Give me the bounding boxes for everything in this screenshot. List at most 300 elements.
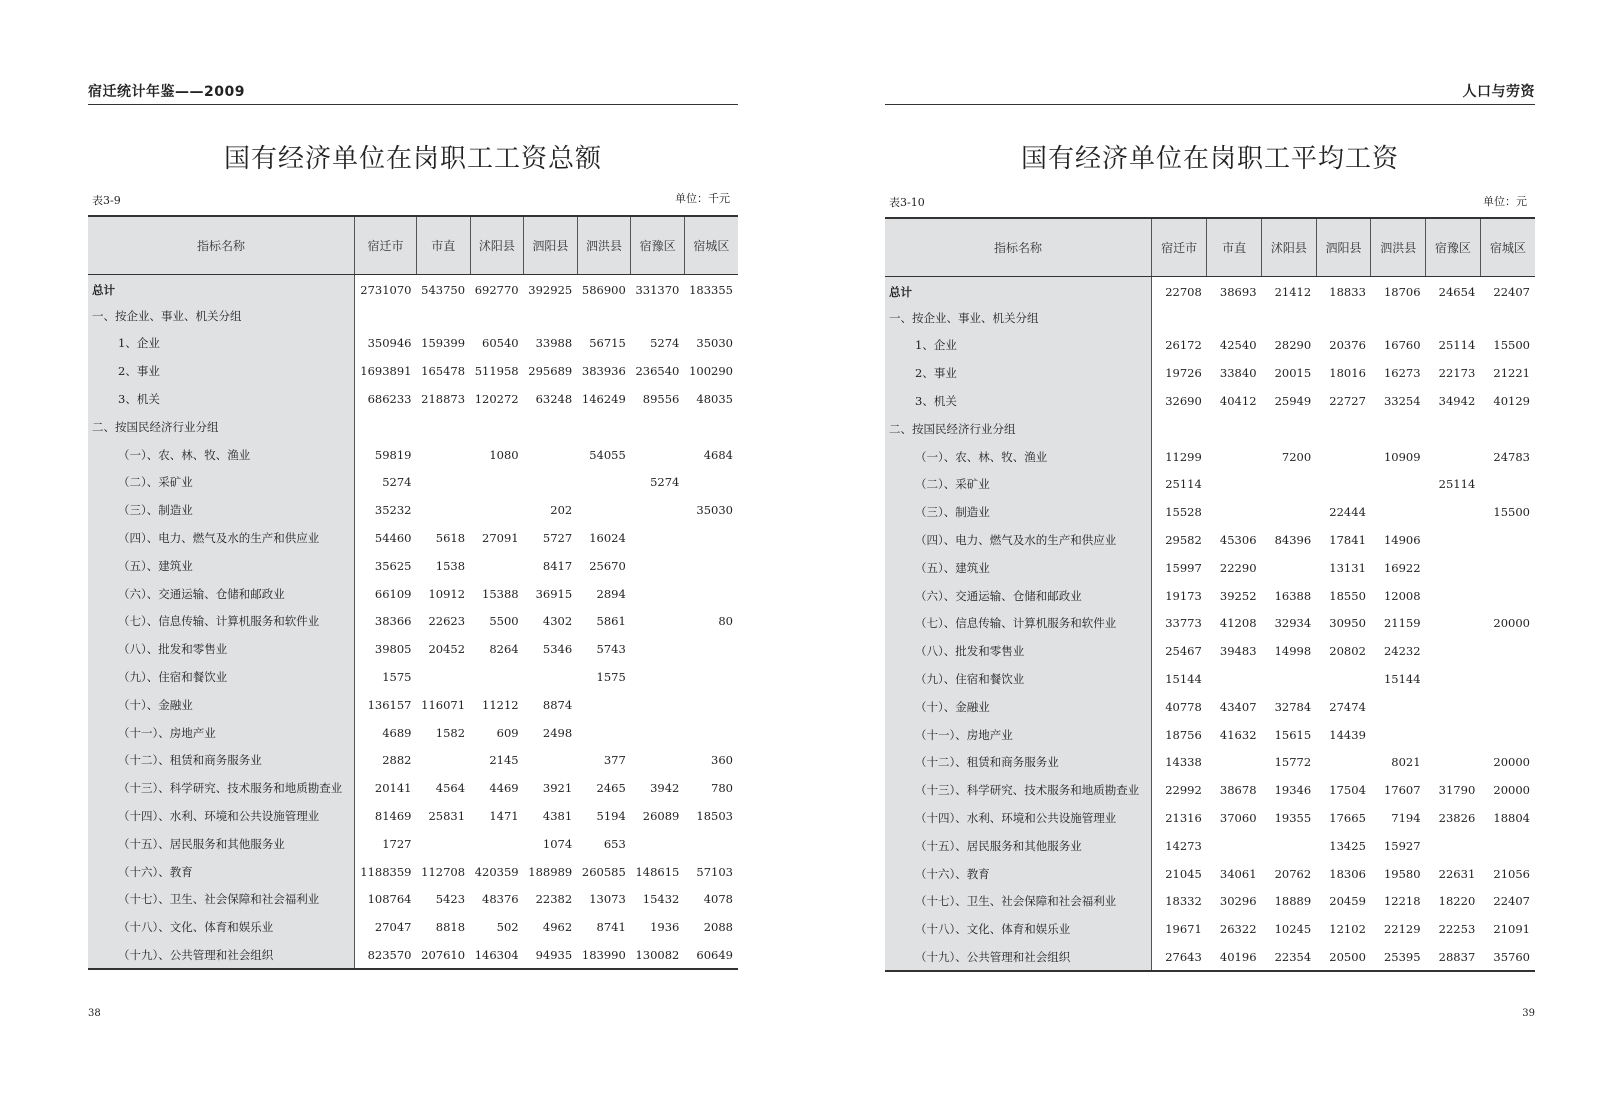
table-cell — [524, 413, 578, 441]
table-cell — [1480, 665, 1535, 693]
table-cell: 1471 — [489, 809, 519, 824]
table-cell — [1426, 304, 1481, 332]
table-cell: 32934 — [1274, 616, 1312, 631]
table-row — [885, 359, 1535, 387]
table-cell: 1727 — [382, 836, 412, 851]
table-cell: 63248 — [535, 392, 573, 407]
table-cell: 16024 — [589, 531, 626, 546]
table-cell — [1426, 749, 1481, 777]
table-cell — [684, 524, 738, 552]
table-cell: 19671 — [1165, 922, 1202, 937]
table-row — [88, 719, 738, 747]
table-cell: 4684 — [703, 447, 733, 462]
table-cell — [524, 441, 578, 469]
table-cell: 2145 — [489, 753, 519, 768]
row-label: （一）、农、林、牧、渔业 — [885, 443, 1152, 471]
table-cell: 13425 — [1329, 838, 1366, 853]
table-cell — [1371, 721, 1426, 749]
table-header-row — [885, 218, 1535, 276]
column-header: 泗洪县 — [1371, 218, 1426, 276]
table-cell — [524, 302, 578, 330]
table-cell: 56715 — [589, 336, 626, 351]
column-header: 泗阳县 — [524, 216, 578, 274]
table-cell: 15432 — [642, 892, 680, 907]
table-cell: 1693891 — [360, 364, 412, 379]
table-cell: 20802 — [1329, 644, 1366, 659]
row-label: 一、按企业、事业、机关分组 — [88, 302, 355, 330]
left-page — [88, 0, 738, 1099]
table-cell: 26322 — [1219, 922, 1257, 937]
table-row — [88, 552, 738, 580]
column-header: 泗洪县 — [577, 216, 631, 274]
table-cell — [1426, 498, 1481, 526]
table-cell: 7194 — [1391, 811, 1421, 826]
table-cell — [1316, 415, 1371, 443]
table-cell: 4078 — [703, 892, 733, 907]
table-row — [88, 886, 738, 914]
table-cell: 20500 — [1316, 943, 1371, 971]
table-row — [88, 635, 738, 663]
table-cell: 148615 — [635, 864, 680, 879]
column-header: 市直 — [416, 216, 470, 274]
table-cell — [1207, 749, 1262, 777]
table-cell: 18550 — [1329, 588, 1366, 603]
table-cell: 780 — [711, 781, 733, 796]
table-cell: 59819 — [374, 447, 412, 462]
table-cell — [631, 441, 685, 469]
table-cell: 43407 — [1219, 699, 1257, 714]
table-cell: 1188359 — [360, 864, 412, 879]
table-cell — [684, 719, 738, 747]
row-label: （十）、金融业 — [88, 691, 355, 719]
table-cell: 21221 — [1493, 366, 1530, 381]
table-row — [88, 802, 738, 830]
table-cell: 15144 — [1383, 672, 1421, 687]
table-cell — [470, 663, 524, 691]
table-cell: 41208 — [1219, 616, 1257, 631]
running-head-text: 人口与劳资 — [1462, 84, 1535, 100]
table-cell: 1538 — [435, 558, 466, 573]
table-cell: 27047 — [374, 920, 412, 935]
table-cell: 207610 — [416, 941, 470, 969]
table-cell: 27091 — [482, 531, 519, 546]
table-cell: 19580 — [1383, 866, 1421, 881]
table-cell: 15500 — [1493, 505, 1530, 520]
table-cell: 89556 — [642, 392, 680, 407]
row-label: 3、机关 — [88, 385, 355, 413]
row-label: （五）、建筑业 — [885, 554, 1152, 582]
table-cell: 40778 — [1165, 699, 1202, 714]
table-row — [88, 357, 738, 385]
column-header: 市直 — [1207, 218, 1262, 276]
table-cell — [1262, 554, 1317, 582]
table-cell: 260585 — [581, 864, 626, 879]
row-label: 一、按企业、事业、机关分组 — [885, 304, 1152, 332]
table-cell: 183990 — [577, 941, 631, 969]
table-cell: 54460 — [374, 531, 412, 546]
row-label: （十一）、房地产业 — [88, 719, 355, 747]
table-cell: 10909 — [1383, 449, 1421, 464]
table-cell: 25395 — [1371, 943, 1426, 971]
table-cell: 32690 — [1165, 394, 1202, 409]
table-cell: 40412 — [1219, 394, 1257, 409]
table-cell — [1262, 832, 1317, 860]
table-cell: 2088 — [703, 920, 733, 935]
table-row — [885, 443, 1535, 471]
table-cell — [1426, 554, 1481, 582]
table-cell: 5194 — [596, 809, 626, 824]
table-cell: 686233 — [367, 392, 412, 407]
table-cell: 295689 — [528, 364, 573, 379]
page-number: 39 — [1522, 1008, 1535, 1019]
table-cell: 5423 — [435, 892, 466, 907]
row-label: （十五）、居民服务和其他服务业 — [885, 832, 1152, 860]
table-number: 表3-10 — [889, 196, 925, 209]
right-page — [885, 0, 1535, 1099]
table-cell — [684, 691, 738, 719]
table-row — [885, 304, 1535, 332]
table-cell: 21091 — [1493, 922, 1530, 937]
row-label: （十三）、科学研究、技术服务和地质勘查业 — [88, 774, 355, 802]
row-label: （四）、电力、燃气及水的生产和供应业 — [885, 526, 1152, 554]
table-cell: 2731070 — [360, 282, 412, 297]
table-cell: 35625 — [374, 558, 412, 573]
table-cell — [631, 635, 685, 663]
table-cell — [684, 580, 738, 608]
table-cell — [1207, 665, 1262, 693]
table-cell: 22382 — [535, 892, 573, 907]
table-cell: 16273 — [1383, 366, 1421, 381]
table-cell: 653 — [603, 836, 626, 851]
table-cell — [577, 469, 631, 497]
column-header: 宿迁市 — [1152, 218, 1207, 276]
row-label: 2、事业 — [885, 359, 1152, 387]
table-cell: 30950 — [1329, 616, 1366, 631]
table-cell — [470, 469, 524, 497]
table-cell: 1582 — [435, 725, 466, 740]
table-cell: 20015 — [1274, 366, 1312, 381]
table-title: 国有经济单位在岗职工工资总额 — [223, 144, 602, 174]
table-cell: 146249 — [581, 392, 626, 407]
table-cell: 26172 — [1165, 338, 1202, 353]
table-cell — [1316, 749, 1371, 777]
table-cell: 18503 — [696, 809, 733, 824]
table-cell: 20141 — [374, 781, 412, 796]
table-cell: 2498 — [542, 725, 573, 740]
table-row — [885, 832, 1535, 860]
table-row — [88, 663, 738, 691]
table-cell — [1480, 304, 1535, 332]
table-cell — [1316, 304, 1371, 332]
table-cell: 24654 — [1438, 284, 1476, 299]
table-cell — [1371, 304, 1426, 332]
table-cell: 165478 — [421, 364, 466, 379]
table-cell: 22129 — [1383, 922, 1421, 937]
table-cell: 28837 — [1426, 943, 1481, 971]
table-row — [885, 415, 1535, 443]
row-label: （二）、采矿业 — [88, 469, 355, 497]
table-row — [88, 385, 738, 413]
table-cell — [1426, 693, 1481, 721]
page-number: 38 — [88, 1008, 101, 1019]
table-cell: 22444 — [1329, 505, 1366, 520]
table-cell: 17841 — [1329, 533, 1366, 548]
row-label: （三）、制造业 — [88, 496, 355, 524]
table-cell: 15144 — [1165, 672, 1202, 687]
table-cell: 20376 — [1329, 338, 1366, 353]
column-header: 泗阳县 — [1316, 218, 1371, 276]
table-cell: 7200 — [1281, 449, 1312, 464]
table-cell: 15388 — [482, 586, 519, 601]
table-cell: 15927 — [1383, 838, 1421, 853]
table-cell: 14273 — [1165, 838, 1202, 853]
table-cell: 19355 — [1274, 811, 1312, 826]
table-cell: 31790 — [1438, 783, 1476, 798]
table-cell: 5274 — [382, 475, 412, 490]
table-cell — [1316, 443, 1371, 471]
row-label: （十九）、公共管理和社会组织 — [885, 943, 1152, 971]
table-cell: 32784 — [1274, 699, 1312, 714]
table-cell — [1426, 637, 1481, 665]
table-cell — [684, 302, 738, 330]
table-cell — [416, 663, 470, 691]
table-cell: 33254 — [1383, 394, 1421, 409]
row-label: （六）、交通运输、仓储和邮政业 — [88, 580, 355, 608]
row-label: （八）、批发和零售业 — [885, 637, 1152, 665]
table-cell: 25467 — [1165, 644, 1202, 659]
table-row — [885, 665, 1535, 693]
table-cell: 14338 — [1165, 755, 1202, 770]
table-cell: 20452 — [428, 642, 466, 657]
row-label: 2、事业 — [88, 357, 355, 385]
table-cell: 823570 — [355, 941, 417, 969]
table-cell: 11299 — [1165, 449, 1202, 464]
table-cell: 3942 — [650, 781, 680, 796]
table-cell — [577, 691, 631, 719]
table-cell: 2894 — [596, 586, 626, 601]
table-cell: 33840 — [1219, 366, 1257, 381]
table-cell — [1480, 471, 1535, 499]
table-cell: 511958 — [474, 364, 519, 379]
table-cell: 42540 — [1219, 338, 1257, 353]
table-cell — [1426, 610, 1481, 638]
table-cell — [416, 413, 470, 441]
table-cell: 17665 — [1329, 811, 1366, 826]
table-cell: 377 — [603, 753, 626, 768]
row-label: 1、企业 — [885, 332, 1152, 360]
row-label: （一）、农、林、牧、渔业 — [88, 441, 355, 469]
table-cell: 18016 — [1329, 366, 1366, 381]
table-cell — [470, 413, 524, 441]
table-row — [88, 913, 738, 941]
table-row — [885, 610, 1535, 638]
table-cell: 25114 — [1165, 477, 1202, 492]
table-title: 国有经济单位在岗职工平均工资 — [1020, 144, 1399, 174]
table-row — [88, 413, 738, 441]
table-cell — [631, 719, 685, 747]
table-cell: 40129 — [1493, 394, 1530, 409]
table-row — [88, 747, 738, 775]
table-cell — [1371, 471, 1426, 499]
table-row — [88, 774, 738, 802]
average-wage-table — [885, 217, 1535, 972]
table-row — [885, 498, 1535, 526]
running-head-text: 宿迁统计年鉴——2009 — [88, 84, 245, 100]
table-cell: 27474 — [1329, 699, 1366, 714]
table-cell — [1480, 832, 1535, 860]
table-row — [885, 721, 1535, 749]
row-label: （十四）、水利、环境和公共设施管理业 — [885, 804, 1152, 832]
wage-total-table — [88, 215, 738, 970]
table-number: 表3-9 — [92, 194, 121, 207]
table-cell: 183355 — [689, 282, 733, 297]
table-cell: 22631 — [1438, 866, 1476, 881]
table-cell: 39483 — [1219, 644, 1257, 659]
table-cell: 11212 — [482, 697, 519, 712]
row-label: （十七）、卫生、社会保障和社会福利业 — [88, 886, 355, 914]
table-row — [885, 888, 1535, 916]
table-cell: 21316 — [1165, 811, 1202, 826]
table-row — [88, 302, 738, 330]
table-cell — [416, 441, 470, 469]
table-cell: 22290 — [1219, 560, 1257, 575]
table-cell — [1207, 498, 1262, 526]
table-row — [885, 915, 1535, 943]
table-cell: 81469 — [374, 809, 412, 824]
table-cell: 34942 — [1438, 394, 1476, 409]
table-header-row — [88, 216, 738, 274]
table-cell: 21045 — [1165, 866, 1202, 881]
table-cell: 12218 — [1383, 894, 1421, 909]
table-row — [885, 637, 1535, 665]
table-cell: 10912 — [428, 586, 466, 601]
table-cell — [631, 413, 685, 441]
table-cell — [470, 302, 524, 330]
table-cell: 94935 — [524, 941, 578, 969]
table-cell: 543750 — [421, 282, 466, 297]
table-cell: 5743 — [596, 642, 626, 657]
table-cell — [631, 302, 685, 330]
table-cell — [631, 747, 685, 775]
table-cell — [1371, 498, 1426, 526]
table-cell: 22253 — [1438, 922, 1476, 937]
table-cell: 236540 — [635, 364, 680, 379]
table-row — [885, 526, 1535, 554]
table-cell: 20762 — [1274, 866, 1312, 881]
unit-label: 单位：千元 — [675, 192, 730, 205]
row-label: （十六）、教育 — [885, 860, 1152, 888]
table-cell: 84396 — [1274, 533, 1312, 548]
table-cell: 48376 — [482, 892, 519, 907]
table-row — [885, 471, 1535, 499]
row-label: （十四）、水利、环境和公共设施管理业 — [88, 802, 355, 830]
table-cell: 100290 — [689, 364, 733, 379]
table-cell: 24232 — [1383, 644, 1421, 659]
table-row — [885, 387, 1535, 415]
table-cell: 14906 — [1383, 533, 1421, 548]
row-label: （八）、批发和零售业 — [88, 635, 355, 663]
table-cell: 38693 — [1219, 284, 1257, 299]
table-cell: 502 — [496, 920, 519, 935]
table-cell: 19173 — [1165, 588, 1202, 603]
row-label: （七）、信息传输、计算机服务和软件业 — [88, 608, 355, 636]
table-cell: 39805 — [374, 642, 412, 657]
table-row — [885, 860, 1535, 888]
table-cell: 33773 — [1165, 616, 1202, 631]
table-cell — [1262, 471, 1317, 499]
table-row — [885, 804, 1535, 832]
table-cell: 14439 — [1329, 727, 1366, 742]
table-cell: 1080 — [489, 447, 519, 462]
table-cell — [416, 747, 470, 775]
table-cell — [1262, 415, 1317, 443]
table-cell: 2465 — [596, 781, 626, 796]
table-cell — [1426, 721, 1481, 749]
table-row — [885, 582, 1535, 610]
table-cell — [524, 663, 578, 691]
table-cell — [1480, 721, 1535, 749]
unit-label: 单位：元 — [1483, 195, 1527, 208]
table-cell: 35760 — [1480, 943, 1535, 971]
table-cell: 18332 — [1165, 894, 1202, 909]
row-label: （十三）、科学研究、技术服务和地质勘查业 — [885, 776, 1152, 804]
table-cell: 17504 — [1329, 783, 1366, 798]
column-header: 宿豫区 — [1426, 218, 1481, 276]
table-cell: 15772 — [1274, 755, 1312, 770]
table-cell — [524, 469, 578, 497]
table-cell: 19346 — [1274, 783, 1312, 798]
table-row — [885, 943, 1535, 971]
table-cell — [577, 413, 631, 441]
table-cell: 18306 — [1329, 866, 1366, 881]
table-cell: 37060 — [1219, 811, 1257, 826]
row-label: （十七）、卫生、社会保障和社会福利业 — [885, 888, 1152, 916]
table-cell: 188989 — [528, 864, 573, 879]
table-cell: 12008 — [1383, 588, 1421, 603]
table-cell — [631, 496, 685, 524]
row-label: （十二）、租赁和商务服务业 — [88, 747, 355, 775]
table-cell — [631, 608, 685, 636]
table-cell: 41632 — [1219, 727, 1257, 742]
table-cell — [1426, 526, 1481, 554]
row-label: （十八）、文化、体育和娱乐业 — [885, 915, 1152, 943]
table-cell — [577, 719, 631, 747]
table-cell: 15528 — [1165, 505, 1202, 520]
table-cell: 80 — [718, 614, 733, 629]
column-header-indicator: 指标名称 — [88, 216, 355, 274]
table-cell: 39252 — [1219, 588, 1257, 603]
table-cell: 5274 — [650, 475, 680, 490]
table-cell: 22407 — [1493, 284, 1530, 299]
table-cell: 1936 — [650, 920, 680, 935]
row-label: （十二）、租赁和商务服务业 — [885, 749, 1152, 777]
table-cell — [1152, 415, 1207, 443]
table-cell: 116071 — [421, 697, 466, 712]
column-header: 宿豫区 — [631, 216, 685, 274]
table-cell: 4469 — [489, 781, 519, 796]
column-header: 沭阳县 — [470, 216, 524, 274]
table-cell: 29582 — [1165, 533, 1202, 548]
table-cell — [1480, 582, 1535, 610]
table-cell: 22407 — [1493, 894, 1530, 909]
table-cell — [1426, 415, 1481, 443]
table-cell — [416, 469, 470, 497]
table-cell: 8874 — [542, 697, 573, 712]
table-cell: 8818 — [435, 920, 466, 935]
column-header: 沭阳县 — [1262, 218, 1317, 276]
table-cell: 20000 — [1493, 783, 1530, 798]
table-cell — [1480, 637, 1535, 665]
